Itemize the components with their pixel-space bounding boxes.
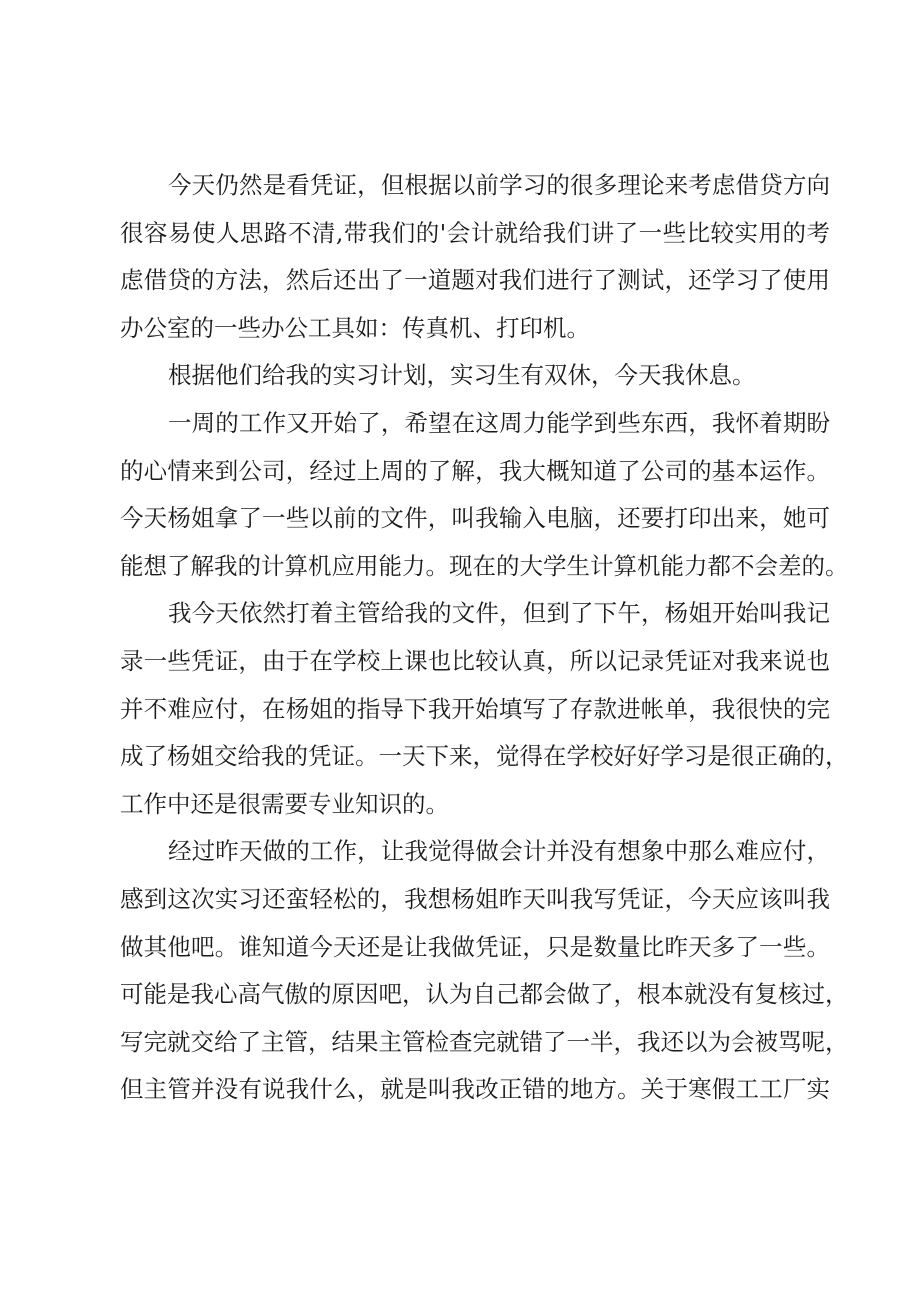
paragraph-4-line-3: 并不难应付，在杨姐的指导下我开始填写了存款进帐单，我很快的完	[120, 694, 830, 723]
paragraph-2-line-1: 根据他们给我的实习计划，实习生有双休，今天我休息。	[168, 361, 756, 390]
paragraph-4-line-1: 我今天依然打着主管给我的文件，但到了下午，杨姐开始叫我记	[168, 599, 830, 628]
paragraph-4-line-4: 成了杨姐交给我的凭证。一天下来，觉得在学校好好学习是很正确的，	[120, 742, 849, 771]
paragraph-4-line-5: 工作中还是很需要专业知识的。	[120, 789, 449, 818]
paragraph-5-line-4: 可能是我心高气傲的原因吧，认为自己都会做了，根本就没有复核过，	[120, 980, 849, 1009]
paragraph-3-line-2: 的心情来到公司，经过上周的了解，我大概知道了公司的基本运作。	[120, 456, 830, 485]
paragraph-4-line-2: 录一些凭证，由于在学校上课也比较认真，所以记录凭证对我来说也	[120, 646, 830, 675]
document-body	[120, 162, 849, 1114]
paragraph-5-line-1: 经过昨天做的工作，让我觉得做会计并没有想象中那么难应付，	[168, 837, 830, 866]
paragraph-1-line-1: 今天仍然是看凭证，但根据以前学习的很多理论来考虑借贷方向	[168, 171, 830, 199]
paragraph-1-line-4: 办公室的一些办公工具如：传真机、打印机。	[120, 313, 590, 342]
paragraph-1-line-2: 很容易使人思路不清,带我们的'会计就给我们讲了一些比较实用的考	[120, 218, 830, 247]
paragraph-3-line-1: 一周的工作又开始了，希望在这周力能学到些东西，我怀着期盼	[168, 408, 830, 437]
paragraph-5-line-5: 写完就交给了主管，结果主管检查完就错了一半，我还以为会被骂呢，	[120, 1027, 849, 1056]
paragraph-1-line-3: 虑借贷的方法，然后还出了一道题对我们进行了测试，还学习了使用	[120, 266, 830, 295]
paragraph-5-line-2: 感到这次实习还蛮轻松的，我想杨姐昨天叫我写凭证，今天应该叫我	[120, 884, 830, 913]
paragraph-3-line-4: 能想了解我的计算机应用能力。现在的大学生计算机能力都不会差的。	[120, 551, 849, 580]
paragraph-5-line-3: 做其他吧。谁知道今天还是让我做凭证，只是数量比昨天多了一些。	[120, 932, 830, 961]
paragraph-5-line-6: 但主管并没有说我什么，就是叫我改正错的地方。关于寒假工工厂实	[120, 1075, 830, 1104]
paragraph-3-line-3: 今天杨姐拿了一些以前的文件，叫我输入电脑，还要打印出来，她可	[120, 504, 830, 533]
